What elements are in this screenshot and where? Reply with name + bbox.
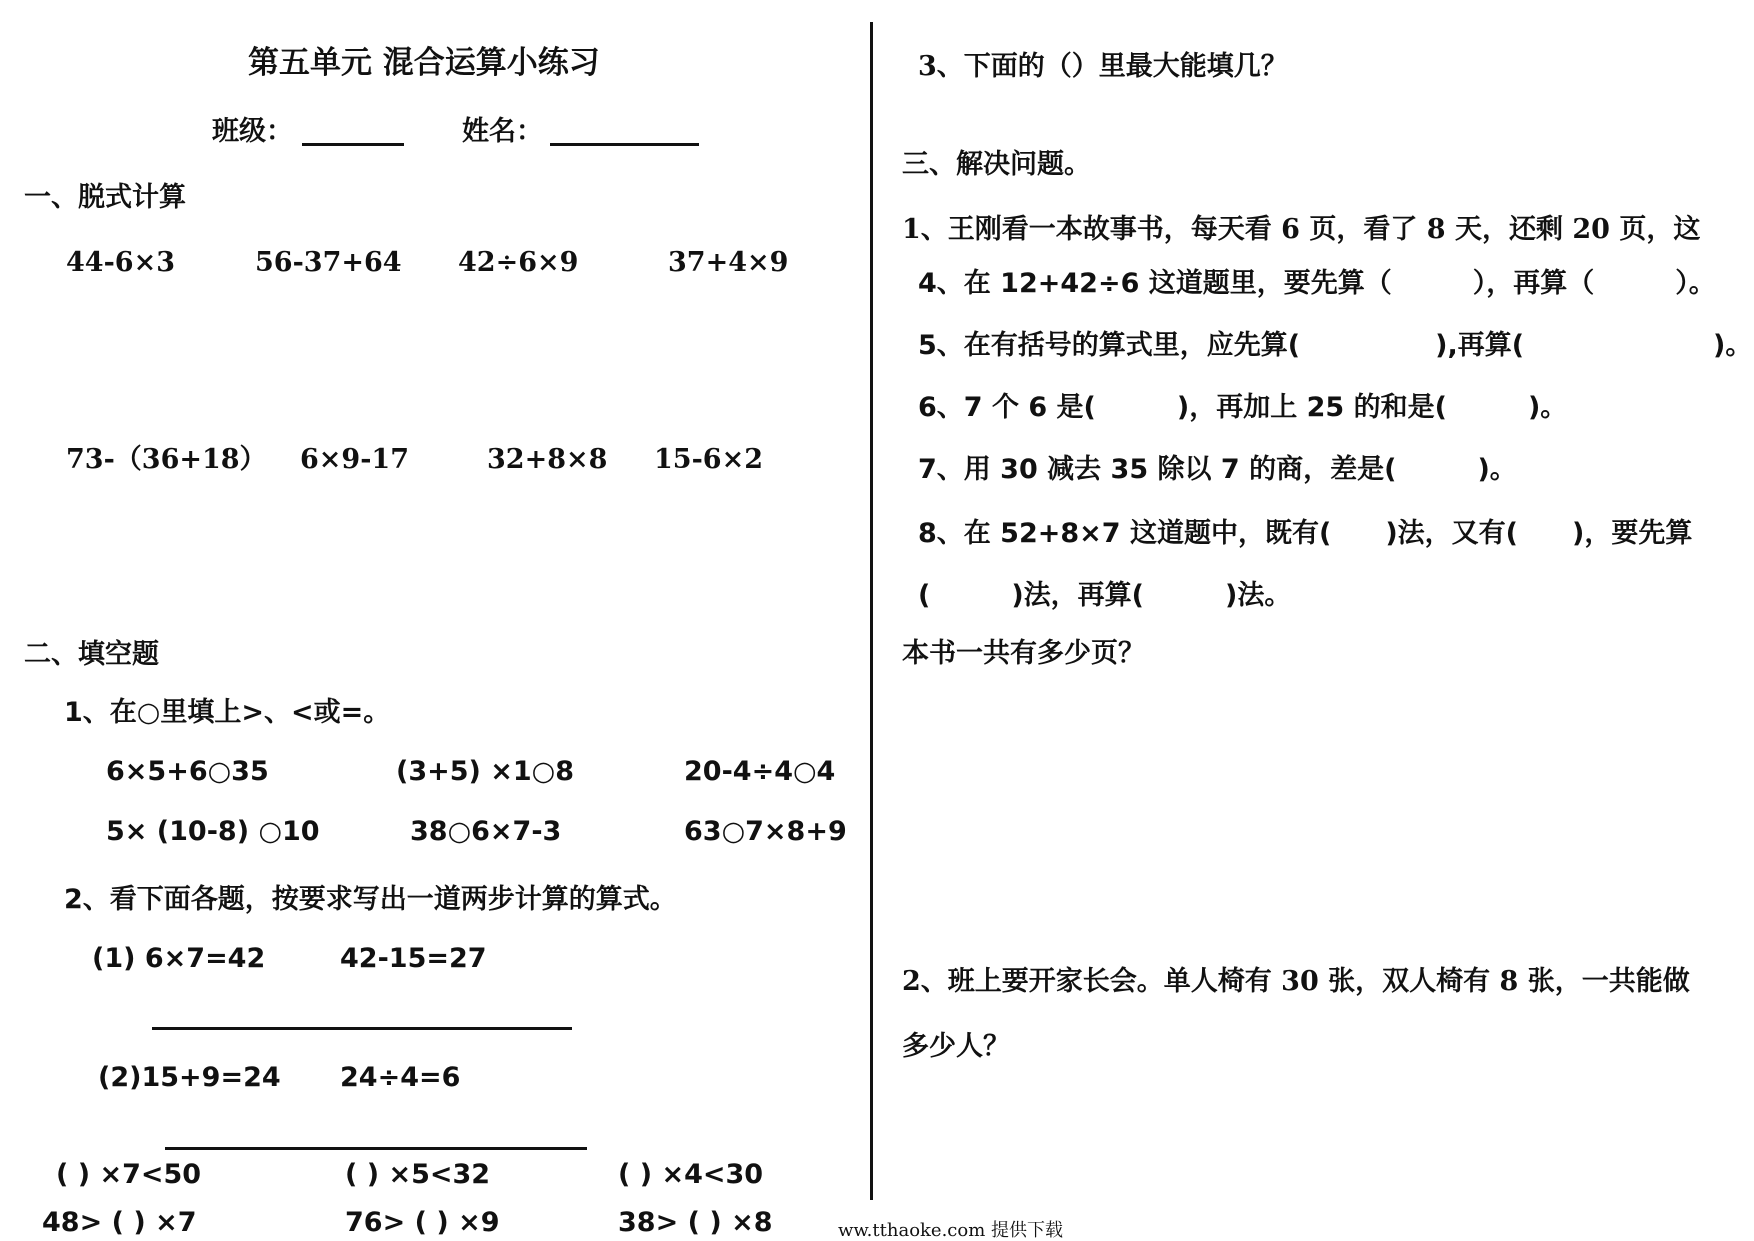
fill-q5: 5、在有括号的算式里，应先算( ),再算( )。 xyxy=(918,330,1753,361)
max-fill-2-1: 48> ( ) ×7 xyxy=(42,1207,197,1238)
class-label: 班级： xyxy=(212,116,293,147)
max-fill-2-3: 38> ( ) ×8 xyxy=(618,1207,773,1238)
fill-q8-line1: 8、在 52+8×7 这道题中，既有( )法，又有( )，要先算 xyxy=(918,518,1693,549)
calc-2-2: 6×9-17 xyxy=(300,444,409,475)
fill-q6: 6、7 个 6 是( )，再加上 25 的和是( )。 xyxy=(918,392,1568,423)
calc-2-4: 15-6×2 xyxy=(654,444,763,475)
fill-q4: 4、在 12+42÷6 这道题里，要先算（ ），再算（ ）。 xyxy=(918,268,1716,299)
fill-q2-text: 2、看下面各题，按要求写出一道两步计算的算式。 xyxy=(64,884,677,915)
max-fill-1-2: ( ) ×5<32 xyxy=(345,1159,491,1190)
problem1-line2: 本书一共有多少页？ xyxy=(902,638,1145,669)
answer-line-2[interactable] xyxy=(165,1147,587,1150)
calc-2-1: 73-（36+18） xyxy=(66,444,267,475)
name-blank-line[interactable] xyxy=(550,143,699,146)
two-step-1a: (1) 6×7=42 xyxy=(92,943,266,974)
page-title: 第五单元 混合运算小练习 xyxy=(248,45,600,81)
fill-q1-text: 1、在○里填上>、<或=。 xyxy=(64,697,391,728)
two-step-2a: (2)15+9=24 xyxy=(98,1062,281,1093)
column-divider xyxy=(870,22,873,1200)
answer-line-1[interactable] xyxy=(152,1027,572,1030)
max-fill-2-2: 76> ( ) ×9 xyxy=(345,1207,500,1238)
compare-2-3: 63○7×8+9 xyxy=(684,816,847,847)
section3-heading: 三、解决问题。 xyxy=(902,149,1091,180)
two-step-2b: 24÷4=6 xyxy=(340,1062,461,1093)
footer-source: ww.tthaoke.com 提供下载 xyxy=(838,1220,1064,1241)
fill-q8-line2: ( )法，再算( )法。 xyxy=(918,580,1292,611)
right-q3-heading: 3、下面的（）里最大能填几？ xyxy=(918,51,1288,82)
problem1-line1: 1、王刚看一本故事书，每天看 6 页，看了 8 天，还剩 20 页，这 xyxy=(902,214,1701,245)
compare-1-1: 6×5+6○35 xyxy=(106,756,269,787)
max-fill-1-3: ( ) ×4<30 xyxy=(618,1159,764,1190)
compare-2-1: 5× (10-8) ○10 xyxy=(106,816,320,847)
problem2-line2: 多少人？ xyxy=(902,1031,1010,1062)
class-blank-line[interactable] xyxy=(302,143,404,146)
calc-2-3: 32+8×8 xyxy=(487,444,608,475)
calc-1-4: 37+4×9 xyxy=(668,247,789,278)
section1-heading: 一、脱式计算 xyxy=(24,182,186,213)
two-step-1b: 42-15=27 xyxy=(340,943,487,974)
compare-2-2: 38○6×7-3 xyxy=(410,816,562,847)
name-label: 姓名： xyxy=(462,116,543,147)
compare-1-2: (3+5) ×1○8 xyxy=(396,756,575,787)
calc-1-2: 56-37+64 xyxy=(255,247,402,278)
calc-1-1: 44-6×3 xyxy=(66,247,175,278)
calc-1-3: 42÷6×9 xyxy=(458,247,579,278)
compare-1-3: 20-4÷4○4 xyxy=(684,756,836,787)
fill-q7: 7、用 30 减去 35 除以 7 的商，差是( )。 xyxy=(918,454,1517,485)
problem2-line1: 2、班上要开家长会。单人椅有 30 张，双人椅有 8 张，一共能做 xyxy=(902,966,1690,997)
section2-heading: 二、填空题 xyxy=(24,639,159,670)
max-fill-1-1: ( ) ×7<50 xyxy=(56,1159,202,1190)
